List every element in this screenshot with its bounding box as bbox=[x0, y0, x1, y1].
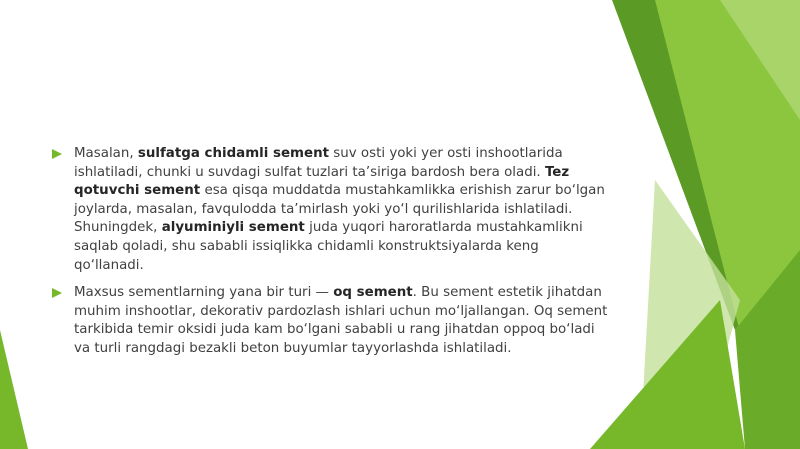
bold-term: oq sement bbox=[333, 285, 413, 301]
triangle-bullet-icon bbox=[52, 149, 62, 159]
left-green-sliver bbox=[0, 330, 28, 449]
bullet-text bbox=[74, 284, 612, 358]
text-run: juda yuqori haroratlarda mustahkamlikni saqlab qoladi, shu sababli issiqlikka chidamli konstruktsiyalarda keng qo‘llanadi. bbox=[74, 220, 583, 273]
bullet-text bbox=[74, 145, 612, 275]
text-run: suv osti yoki yer osti inshootlarida ishlatiladi, chunki u suvdagi sulfat tuzlari ta’siriga bardosh bera oladi. bbox=[74, 146, 563, 180]
bullet-item bbox=[52, 284, 612, 358]
triangle-bullet-icon bbox=[52, 288, 62, 298]
bullet-item bbox=[52, 145, 612, 275]
text-run: Masalan, bbox=[74, 146, 138, 161]
text-run: esa qisqa muddatda mustahkamlikka erishish zarur bo‘lgan joylarda, masalan, favqulodda ta’mirlash yoki yo‘l qurilishlarida ishlatiladi. Shuningdek, bbox=[74, 183, 605, 236]
text-run: . Bu sement estetik jihatdan muhim inshootlar, dekorativ pardozlash ishlari uchun mo‘ljallangan. Oq sement tarkibida temir oksidi juda kam bo‘lgani sababli u rang jihatdan oppoq bo‘ladi va turli rangdagi bezakli beton buyumlar tayyorlashda ishlatiladi. bbox=[74, 285, 608, 356]
bold-term: alyuminiyli sement bbox=[161, 220, 305, 236]
bold-term: Tez qotuvchi sement bbox=[74, 164, 570, 199]
bold-term: sulfatga chidamli sement bbox=[137, 146, 330, 161]
text-run: Maxsus sementlarning yana bir turi — bbox=[74, 285, 334, 301]
slide-body bbox=[52, 145, 612, 368]
